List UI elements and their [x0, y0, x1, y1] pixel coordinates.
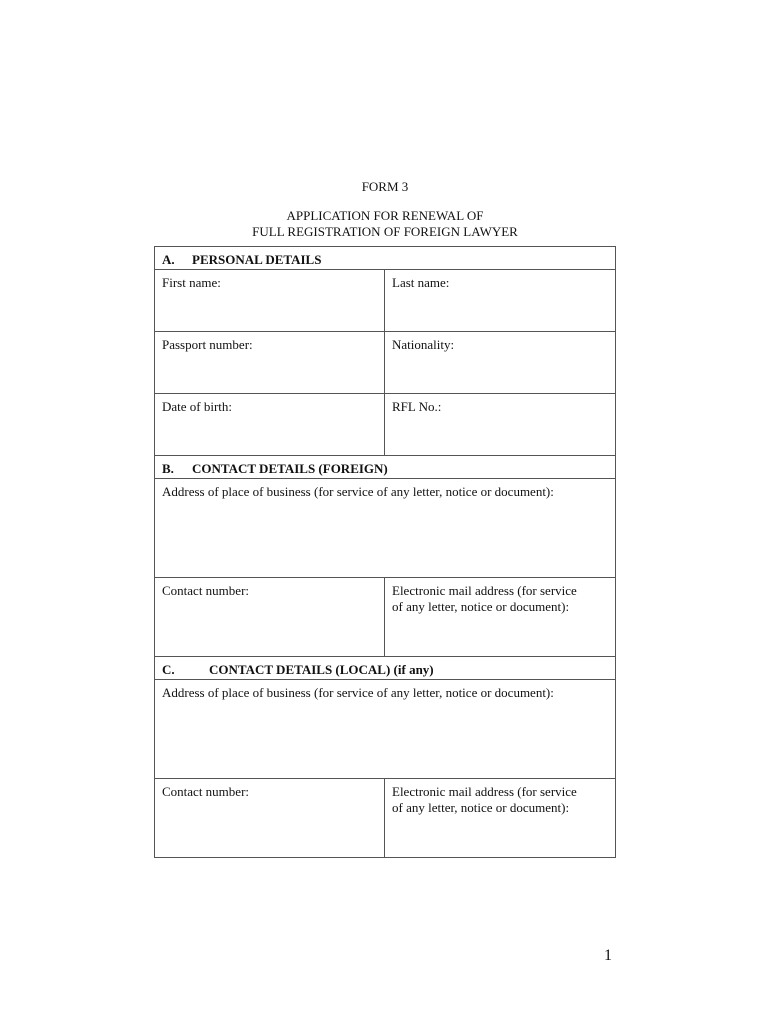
date-of-birth-label: Date of birth: — [162, 399, 233, 414]
first-name-field[interactable] — [155, 270, 385, 332]
passport-number-label: Passport number: — [162, 337, 253, 352]
section-a-header — [155, 247, 616, 270]
local-address-field[interactable] — [155, 680, 616, 779]
foreign-contact-row — [155, 578, 616, 657]
form-title — [0, 208, 770, 240]
foreign-address-field[interactable] — [155, 479, 616, 578]
foreign-email-label-line-2: of any letter, notice or document): — [392, 599, 570, 614]
passport-row — [155, 332, 616, 394]
form-title-line-2: FULL REGISTRATION OF FOREIGN LAWYER — [252, 224, 518, 239]
section-c-header-row — [155, 657, 616, 680]
rfl-number-field[interactable] — [385, 394, 616, 456]
date-of-birth-field[interactable] — [155, 394, 385, 456]
last-name-label: Last name: — [392, 275, 450, 290]
local-contact-row — [155, 779, 616, 858]
passport-number-field[interactable] — [155, 332, 385, 394]
section-b-letter: B. — [162, 461, 174, 476]
local-email-label-line-2: of any letter, notice or document): — [392, 800, 570, 815]
local-address-label: Address of place of business (for service of any letter, notice or document): — [162, 685, 554, 700]
foreign-contact-number-field[interactable] — [155, 578, 385, 657]
section-b-title: CONTACT DETAILS (FOREIGN) — [192, 461, 388, 476]
section-b-header — [155, 456, 616, 479]
first-name-label: First name: — [162, 275, 221, 290]
name-row — [155, 270, 616, 332]
local-email-label-line-1: Electronic mail address (for service — [392, 784, 577, 799]
local-email-field[interactable] — [385, 779, 616, 858]
form-title-line-1: APPLICATION FOR RENEWAL OF — [286, 208, 484, 223]
section-a-header-row — [155, 247, 616, 270]
form-number: FORM 3 — [361, 179, 409, 194]
local-address-row — [155, 680, 616, 779]
foreign-contact-number-label: Contact number: — [162, 583, 250, 598]
nationality-label: Nationality: — [392, 337, 455, 352]
nationality-field[interactable] — [385, 332, 616, 394]
application-form-table — [154, 246, 616, 858]
section-b-header-row — [155, 456, 616, 479]
section-a-letter: A. — [162, 252, 175, 267]
section-c-letter: C. — [162, 662, 175, 677]
section-a-title: PERSONAL DETAILS — [192, 252, 322, 267]
rfl-number-label: RFL No.: — [392, 399, 442, 414]
foreign-email-label-line-1: Electronic mail address (for service — [392, 583, 577, 598]
last-name-field[interactable] — [385, 270, 616, 332]
section-c-title: CONTACT DETAILS (LOCAL) (if any) — [209, 662, 434, 677]
dob-row — [155, 394, 616, 456]
local-contact-number-label: Contact number: — [162, 784, 250, 799]
foreign-email-field[interactable] — [385, 578, 616, 657]
foreign-address-row — [155, 479, 616, 578]
foreign-address-label: Address of place of business (for service of any letter, notice or document): — [162, 484, 554, 499]
page-number: 1 — [604, 947, 612, 964]
local-contact-number-field[interactable] — [155, 779, 385, 858]
section-c-header — [155, 657, 616, 680]
